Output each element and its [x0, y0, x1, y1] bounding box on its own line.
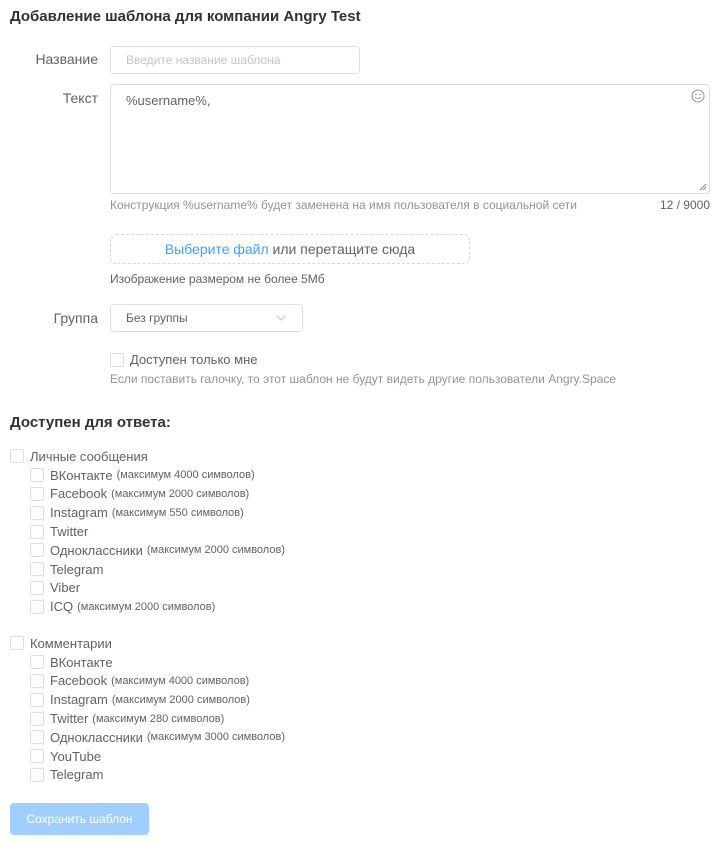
item-note: (максимум 280 символов): [92, 712, 225, 725]
only-me-checkbox-row[interactable]: [110, 352, 257, 367]
only-me-checkbox[interactable]: [110, 353, 124, 367]
list-item[interactable]: [10, 579, 285, 598]
list-item[interactable]: [10, 503, 285, 522]
text-hint: Конструкция %username% будет заменена на имя пользователя в социальной сети: [110, 198, 577, 212]
item-label: Twitter: [50, 524, 89, 540]
upload-text: или перетащите сюда: [268, 241, 416, 257]
item-label: Twitter: [50, 711, 89, 727]
item-label: Одноклассники: [50, 729, 143, 745]
item-label: Telegram: [50, 561, 104, 577]
private-messages-checkbox[interactable]: [10, 449, 24, 463]
checkbox[interactable]: [30, 487, 44, 501]
item-label: ВКонтакте: [50, 654, 113, 670]
item-note: (максимум 4000 символов): [111, 674, 250, 687]
comments-checkbox[interactable]: [10, 636, 24, 650]
list-item[interactable]: [10, 653, 285, 672]
page-title: Добавление шаблона для компании Angry Test: [10, 8, 361, 25]
item-label: ICQ: [50, 599, 74, 615]
resize-icon[interactable]: [699, 183, 707, 191]
only-me-hint: Если поставить галочку, то этот шаблон не будут видеть другие пользователи Angry.Space: [110, 372, 617, 386]
item-note: (максимум 550 символов): [111, 506, 244, 519]
item-label: Viber: [50, 580, 81, 596]
list-item[interactable]: [10, 690, 285, 709]
item-note: (максимум 2000 символов): [77, 600, 216, 613]
smile-icon[interactable]: [691, 89, 705, 103]
name-label: Название: [35, 51, 98, 67]
group-select[interactable]: [110, 304, 303, 332]
item-label: Одноклассники: [50, 542, 143, 558]
comments-row[interactable]: [10, 634, 285, 653]
list-item[interactable]: [10, 541, 285, 560]
template-name-input[interactable]: [110, 46, 360, 74]
checkbox[interactable]: [30, 768, 44, 782]
availability-title: Доступен для ответа:: [10, 414, 171, 431]
checkbox[interactable]: [30, 712, 44, 726]
list-item[interactable]: [10, 728, 285, 747]
list-item[interactable]: [10, 597, 285, 616]
item-label: YouTube: [50, 748, 102, 764]
item-note: (максимум 2000 символов): [146, 544, 285, 557]
item-label: Instagram: [50, 505, 108, 521]
item-label: Facebook: [50, 673, 108, 689]
comments-label: Комментарии: [30, 635, 112, 651]
private-messages-row[interactable]: [10, 447, 285, 466]
checkbox[interactable]: [30, 600, 44, 614]
list-item[interactable]: [10, 709, 285, 728]
upload-link[interactable]: Выберите файл: [164, 241, 269, 257]
item-label: Telegram: [50, 767, 104, 783]
item-note: (максимум 2000 символов): [111, 487, 250, 500]
checkbox[interactable]: [30, 525, 44, 539]
text-editor: [110, 84, 710, 194]
comments-group: [10, 634, 285, 784]
checkbox[interactable]: [30, 506, 44, 520]
checkbox[interactable]: [30, 674, 44, 688]
list-item[interactable]: [10, 747, 285, 766]
chevron-down-icon: [275, 312, 287, 324]
private-messages-group: [10, 447, 285, 616]
template-text-area[interactable]: [111, 85, 709, 193]
checkbox[interactable]: [30, 581, 44, 595]
checkbox[interactable]: [30, 749, 44, 763]
group-label: Группа: [53, 310, 98, 326]
item-note: (максимум 2000 символов): [111, 693, 250, 706]
upload-hint: Изображение размером не более 5Мб: [110, 272, 325, 286]
list-item[interactable]: [10, 766, 285, 785]
item-note: (максимум 4000 символов): [116, 469, 255, 482]
checkbox[interactable]: [30, 543, 44, 557]
item-note: (максимум 3000 символов): [146, 731, 285, 744]
private-messages-label: Личные сообщения: [30, 448, 148, 464]
text-label: Текст: [62, 90, 98, 106]
list-item[interactable]: [10, 485, 285, 504]
item-label: Instagram: [50, 692, 108, 708]
text-hint-row: [110, 198, 710, 212]
group-select-value: Без группы: [126, 311, 188, 325]
checkbox[interactable]: [30, 468, 44, 482]
list-item[interactable]: [10, 672, 285, 691]
checkbox[interactable]: [30, 655, 44, 669]
checkbox[interactable]: [30, 693, 44, 707]
list-item[interactable]: [10, 466, 285, 485]
text-counter: 12 / 9000: [659, 198, 710, 212]
list-item[interactable]: [10, 522, 285, 541]
list-item[interactable]: [10, 560, 285, 579]
save-template-button[interactable]: Сохранить шаблон: [10, 803, 149, 835]
upload-dropzone[interactable]: [110, 234, 470, 264]
item-label: Facebook: [50, 486, 108, 502]
checkbox[interactable]: [30, 562, 44, 576]
item-label: ВКонтакте: [50, 467, 113, 483]
checkbox[interactable]: [30, 730, 44, 744]
only-me-label: Доступен только мне: [130, 352, 258, 367]
